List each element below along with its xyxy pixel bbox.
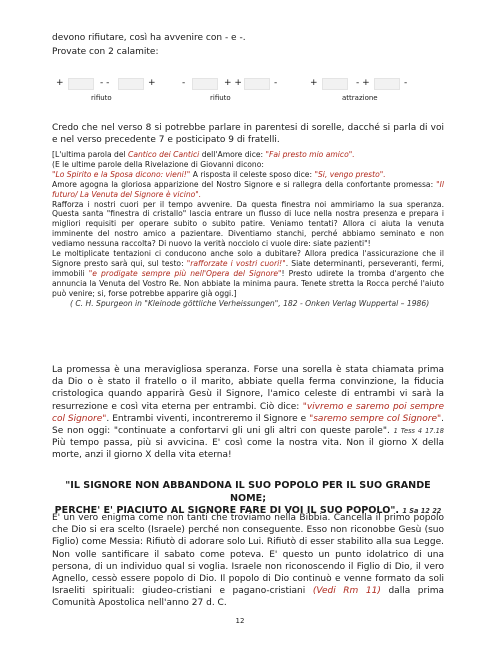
bracket-line-1: [L'ultima parola del Cantico dei Cantici dell'Amore dice: "Fai presto mio amico". bbox=[52, 150, 355, 159]
magnet-diagram-3 bbox=[310, 78, 410, 108]
magnet-sign: - bbox=[404, 78, 408, 88]
magnet-bar bbox=[192, 78, 218, 90]
magnet-sign: - - bbox=[100, 78, 110, 88]
magnet-sign: + bbox=[310, 78, 318, 88]
bracket-line-4: Amore agogna la gloriosa apparizione del Nostro Signore e si rallegra della confortante promessa: "Il futuro/ La Venuta del Signore è vicino". bbox=[52, 179, 444, 199]
scripture-reference: 1 Tess 4 17.18 bbox=[393, 427, 444, 436]
magnet-bar bbox=[68, 78, 94, 90]
spurgeon-quote-block bbox=[52, 150, 444, 309]
paragraph-sisters: Credo che nel verso 8 si potrebbe parlare in parentesi di sorelle, dacché si parla di voi e nel verso precedente 7 e posticipato 9 di fratelli. bbox=[52, 123, 444, 146]
intro-line-1: devono rifiutare, così ha avvenire con - e -. bbox=[52, 33, 246, 43]
paragraph-israel-enigma: E' un vero enigma come non tanti che troviamo nella Bibbia. Cancella il primo popolo che Dio si era scelto (Israele) perché non conseguente. Esso non riconobbe Gesù (suo Figlio) come Messia: Rifiutò di adorare solo Lui. Rifiutò di esser stabilito alla sua Legge. Non volle santificare il sabato come poteva. E' questo un punto idolatrico di una persona, di un individuo qual si voglia. Israele non riconoscendo il Figlio di Dio, il vero Agnello, cessò essere popolo di Dio. Il popolo di Dio continuò e venne formato da soli Israeliti spirituali: giudeo-cristiani e pagano-cristiani (Vedi Rm 11) dalla prima Comunità Apostolica nell'anno 27 d. C. bbox=[52, 513, 444, 609]
magnet-caption: rifiuto bbox=[210, 94, 231, 102]
paragraph-promise: La promessa è una meravigliosa speranza. Forse una sorella è stata chiamata prima da Dio o è stato il fratello o il marito, abbiate quella ferma convinzione, la fiducia cristologica quando apparirà Gesù il Signore, l'amico celeste di entrambi vi sarà la resurrezione e così vita eterna per entrambi. Ciò dice: "vivremo e saremo poi sempre col Signore". Entrambi viventi, incontreremo il Signore e "saremo sempre col Signore". Se non oggi: "continuate a confortarvi gli uni gli altri con queste parole". 1 Tess 4 17.18 Più tempo passa, più si avvicina. E' così come la nostra vita. Non il giorno X della morte, anzi il giorno X della vita eterna! bbox=[52, 365, 445, 461]
bracket-line-2: (E le ultime parole della Rivelazione di Giovanni dicono: bbox=[52, 159, 264, 169]
magnet-bar bbox=[244, 78, 270, 90]
magnet-caption: rifiuto bbox=[91, 94, 112, 102]
magnet-diagram-1 bbox=[56, 78, 156, 108]
bracket-paragraph-temptations: Le moltiplicate tentazioni ci conducono anche solo a dubitare? Allora predica l'assicurazione che il Signore presto sarà qui, sul testo: "rafforzate i vostri cuori!". Siate determinanti, perseveranti, fermi, immobili "e prodigate sempre più nell'Opera del Signore"! Presto udirete la tromba d'argento che annuncia la Venuta del Vostro Re. Non abbiate la minima paura. Tenete stretta la Rocca perché l'aiuto può venire; si, forse potrebbe apparire già oggi.] bbox=[52, 249, 444, 298]
magnet-caption: attrazione bbox=[342, 94, 378, 102]
magnet-sign: - bbox=[274, 78, 278, 88]
magnet-diagram-2 bbox=[182, 78, 278, 108]
quote-line-2: PERCHE' E' PIACIUTO AL SIGNORE FARE DI VOI IL SUO POPOLO". 1 Sa 12 22 bbox=[54, 505, 442, 516]
magnet-sign: + bbox=[148, 78, 156, 88]
magnet-sign: + + bbox=[224, 78, 242, 88]
bracket-paragraph-patience: Rafforza i nostri cuori per il tempo avvenire. Da questa finestra noi ammiriamo la sua speranza. Questa santa "finestra di cristallo" lascia entrare un flusso di luce nella nostra presenza e prepara i migliori requisiti per operare subito o subito patire. Veniamo tentati? Allora ci aiuta la venuta imminente del nostro amico a pazientare. Diventiamo stanchi, perché abbiamo seminato e non vediamo nessuna raccolta? Di nuovo la verità nocciolo ci vuole dire: siate pazienti"! bbox=[52, 199, 444, 249]
magnet-sign: - bbox=[182, 78, 186, 88]
page-number: 12 bbox=[235, 617, 245, 625]
intro-line-2: Provate con 2 calamite: bbox=[52, 47, 159, 57]
magnet-bar bbox=[374, 78, 400, 90]
magnet-sign: + bbox=[56, 78, 64, 88]
bracket-line-3: "Lo Spirito e la Sposa dicono: vieni!" A risposta il celeste sposo dice: "Si, vengo presto". bbox=[52, 169, 386, 179]
magnet-bar bbox=[322, 78, 348, 90]
magnet-sign: - + bbox=[356, 78, 370, 88]
quote-line-1: "IL SIGNORE NON ABBANDONA IL SUO POPOLO PER IL SUO GRANDE NOME; bbox=[65, 480, 431, 504]
magnet-bar bbox=[118, 78, 144, 90]
spurgeon-citation: ( C. H. Spurgeon in "Kleinode göttliche Verheissungen", 182 - Onken Verlag Wuppertal – 1986) bbox=[70, 298, 430, 308]
quote-reference: 1 Sa 12 22 bbox=[402, 507, 442, 515]
